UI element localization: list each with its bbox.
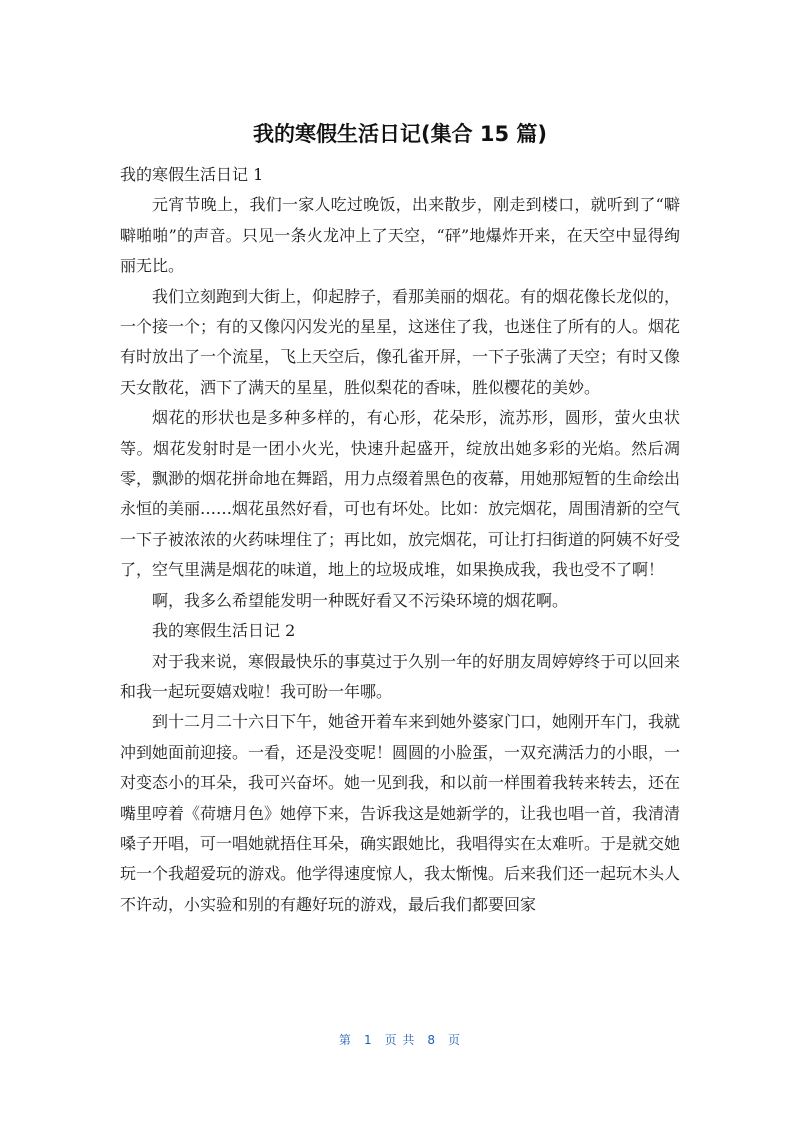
footer-prefix: 第 bbox=[338, 1033, 352, 1047]
paragraph: 到十二月二十六日下午，她爸开着车来到她外婆家门口，她刚开车门，我就冲到她面前迎接。一看，还是没变呢！圆圆的小脸蛋，一双充满活力的小眼，一对变态小的耳朵，我可兴奋坏。她一见到我，和以前一样围着我转来转去，还在嘴里哼着《荷塘月色》她停下来，告诉我这是她新学的，让我也唱一首，我清清嗓子开唱，可一唱她就捂住耳朵，确实跟她比，我唱得实在太难听。于是就交她玩一个我超爱玩的游戏。他学得速度惊人，我太惭愧。后来我们还一起玩木头人不许动，小实验和别的有趣好玩的游戏，最后我们都要回家 bbox=[120, 712, 681, 914]
footer-middle: 页 共 bbox=[384, 1033, 416, 1047]
diary-heading-2: 我的寒假生活日记 2 bbox=[152, 621, 296, 641]
paragraph: 元宵节晚上，我们一家人吃过晚饭，出来散步，刚走到楼口，就听到了“噼噼啪啪”的声音。只见一条火龙冲上了天空，“砰”地爆炸开来，在天空中显得绚丽无比。 bbox=[120, 195, 680, 276]
paragraph: 啊，我多么希望能发明一种既好看又不污染环境的烟花啊。 bbox=[152, 590, 569, 610]
document-title: 我的寒假生活日记(集合 15 篇) bbox=[252, 122, 548, 146]
document-body bbox=[120, 160, 680, 920]
diary-heading-1: 我的寒假生活日记 1 bbox=[120, 165, 264, 184]
paragraph: 对于我来说，寒假最快乐的事莫过于久别一年的好朋友周婷婷终于可以回来和我一起玩耍嬉戏啦！我可盼一年哪。 bbox=[120, 651, 681, 701]
footer-suffix: 页 bbox=[448, 1033, 462, 1047]
page-footer bbox=[0, 1031, 800, 1048]
footer-page-number: 1 bbox=[363, 1033, 373, 1047]
paragraph: 烟花的形状也是多种多样的，有心形，花朵形，流苏形，圆形，萤火虫状等。烟花发射时是一团小火光，快速升起盛开，绽放出她多彩的光焰。然后凋零，飘渺的烟花拼命地在舞蹈，用力点缀着黑色的夜幕，用她那短暂的生命绘出永恒的美丽……烟花虽然好看，可也有坏处。比如：放完烟花，周围清新的空气一下子被浓浓的火药味埋住了；再比如，放完烟花，可让打扫街道的阿姨不好受了，空气里满是烟花的味道，地上的垃圾成堆，如果换成我，我也受不了啊！ bbox=[120, 408, 681, 580]
footer-total-pages: 8 bbox=[427, 1033, 437, 1047]
paragraph: 我们立刻跑到大街上，仰起脖子，看那美丽的烟花。有的烟花像长龙似的，一个接一个；有的又像闪闪发光的星星，这迷住了我，也迷住了所有的人。烟花有时放出了一个流星，飞上天空后，像孔雀开屏，一下子张满了天空；有时又像天女散花，洒下了满天的星星，胜似梨花的香味，胜似樱花的美妙。 bbox=[120, 286, 681, 397]
